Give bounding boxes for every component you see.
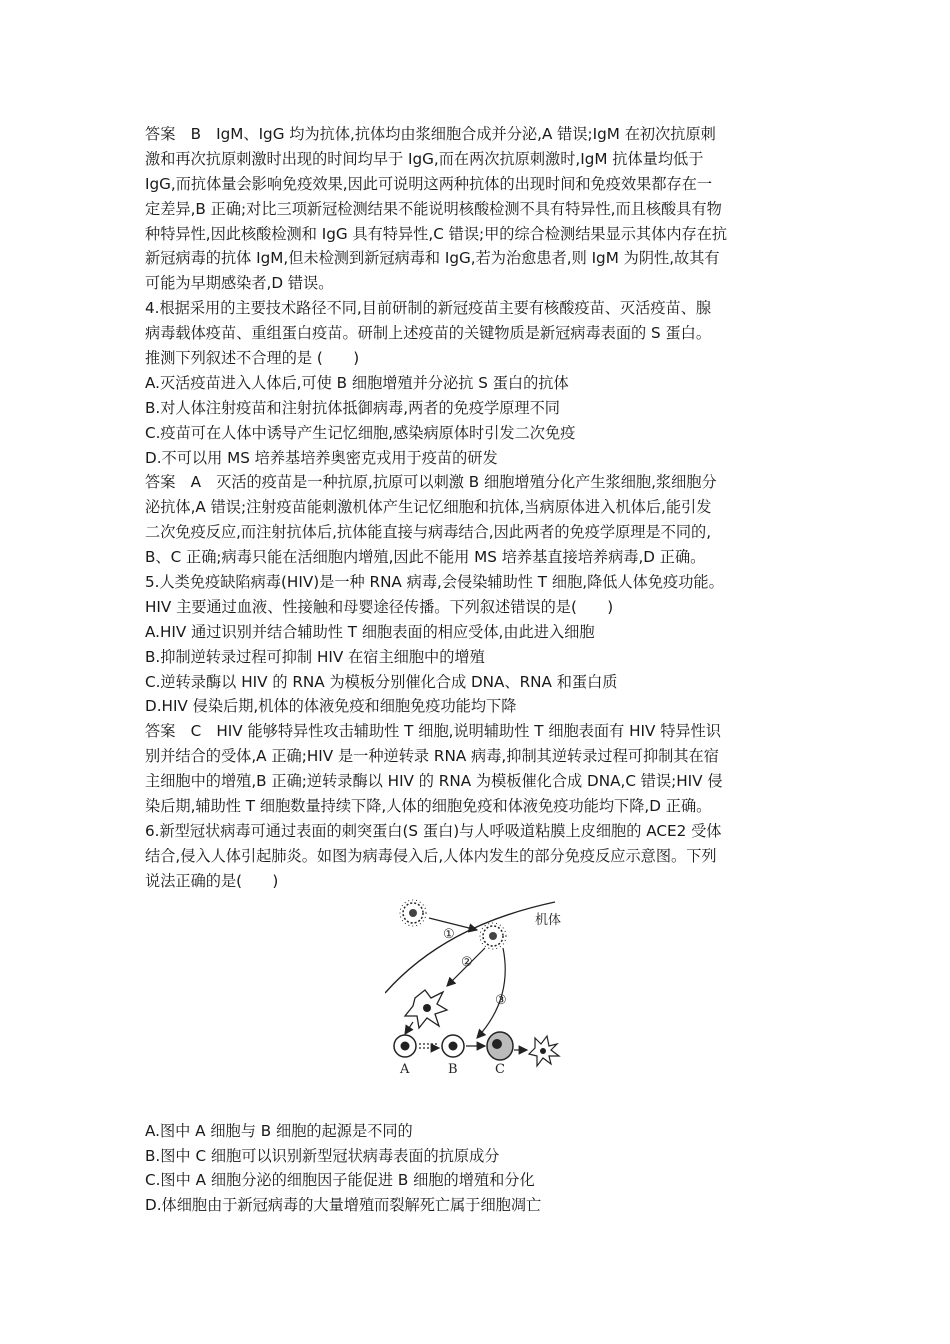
q5-answer-line: 染后期,辅助性 T 细胞数量持续下降,人体的细胞免疫和体液免疫功能均下降,D 正确。 — [145, 797, 712, 816]
virus-icon — [400, 900, 426, 926]
q6-stem-line: 6.新型冠状病毒可通过表面的刺突蛋白(S 蛋白)与人呼吸道粘膜上皮细胞的 ACE2 受体 — [145, 821, 722, 840]
q4-option-b: B.对人体注射疫苗和注射抗体抵御病毒,两者的免疫学原理不同 — [145, 398, 560, 417]
q5-option-d: D.HIV 侵染后期,机体的体液免疫和细胞免疫功能均下降 — [145, 697, 517, 716]
cell-a-icon — [394, 1035, 416, 1057]
q3-answer-line: 种特异性,因此核酸检测和 IgG 具有特异性,C 错误;甲的综合检测结果显示其体内存在抗 — [145, 224, 728, 243]
step-1-label: ① — [443, 926, 455, 942]
q5-stem-line: HIV 主要通过血液、性接触和母婴途径传播。下列叙述错误的是( ) — [145, 597, 614, 616]
q4-stem-line: 推测下列叙述不合理的是 ( ) — [145, 349, 360, 368]
q6-option-c: C.图中 A 细胞分泌的细胞因子能促进 B 细胞的增殖和分化 — [145, 1171, 535, 1190]
q5-option-b: B.抑制逆转录过程可抑制 HIV 在宿主细胞中的增殖 — [145, 647, 485, 666]
antigen-presenting-cell-icon — [405, 990, 447, 1028]
q3-answer-line: 答案 B IgM、IgG 均为抗体,抗体均由浆细胞合成并分泌,A 错误;IgM 在初次抗原刺 — [145, 125, 716, 143]
lysed-cell-icon — [529, 1036, 559, 1066]
q3-answer-line: 激和再次抗原刺激时出现的时间均早于 IgG,而在两次抗原刺激时,IgM 抗体量均低于 — [145, 149, 704, 168]
cell-a-label: A — [400, 1061, 410, 1076]
cell-c-icon — [487, 1032, 513, 1060]
q6-option-d: D.体细胞由于新冠病毒的大量增殖而裂解死亡属于细胞凋亡 — [145, 1196, 542, 1215]
immune-diagram — [385, 898, 585, 1076]
question-4 — [145, 296, 810, 570]
q5-option-c: C.逆转录酶以 HIV 的 RNA 为模板分别催化合成 DNA、RNA 和蛋白质 — [145, 672, 618, 691]
q6-option-b: B.图中 C 细胞可以识别新型冠状病毒表面的抗原成分 — [145, 1146, 500, 1165]
q5-stem-line: 5.人类免疫缺陷病毒(HIV)是一种 RNA 病毒,会侵染辅助性 T 细胞,降低人体免疫功能。 — [145, 573, 724, 592]
q4-answer-line: 二次免疫反应,而注射抗体后,抗体能直接与病毒结合,因此两者的免疫学原理是不同的, — [145, 523, 712, 542]
q5-option-a: A.HIV 通过识别并结合辅助性 T 细胞表面的相应受体,由此进入细胞 — [145, 622, 595, 641]
q6-stem-line: 结合,侵入人体引起肺炎。如图为病毒侵入后,人体内发生的部分免疫反应示意图。下列 — [145, 846, 717, 865]
q4-answer-line: B、C 正确;病毒只能在活细胞内增殖,因此不能用 MS 培养基直接培养病毒,D 正确。 — [145, 548, 706, 567]
q4-option-d: D.不可以用 MS 培养基培养奥密克戎用于疫苗的研发 — [145, 448, 498, 467]
q3-answer-line: 新冠病毒的抗体 IgM,但未检测到新冠病毒和 IgG,若为治愈患者,则 IgM 为阴性,故其有 — [145, 249, 720, 268]
q5-answer-line: 主细胞中的增殖,B 正确;逆转录酶以 HIV 的 RNA 为模板催化合成 DNA,C 错误;HIV 侵 — [145, 772, 723, 791]
q3-answer-line: 可能为早期感染者,D 错误。 — [145, 274, 334, 293]
cell-b-icon — [442, 1035, 464, 1057]
q3-answer-line: 定差异,B 正确;对比三项新冠检测结果不能说明核酸检测不具有特异性,而且核酸具有物 — [145, 199, 722, 218]
q4-option-a: A.灭活疫苗进入人体后,可使 B 细胞增殖并分泌抗 S 蛋白的抗体 — [145, 373, 569, 392]
q5-answer-line: 答案 C HIV 能够特异性攻击辅助性 T 细胞,说明辅助性 T 细胞表面有 HIV 特异性识 — [145, 722, 721, 741]
immune-response-figure — [145, 894, 810, 1119]
q4-stem-line: 病毒载体疫苗、重组蛋白疫苗。研制上述疫苗的关键物质是新冠病毒表面的 S 蛋白。 — [145, 324, 712, 343]
body-label: 机体 — [535, 912, 562, 928]
virus-in-body-icon — [480, 923, 506, 949]
q3-answer-line: IgG,而抗体量会影响免疫效果,因此可说明这两种抗体的出现时间和免疫效果都存在一 — [145, 174, 713, 193]
q3-answer — [145, 122, 810, 296]
step-2-label: ② — [461, 954, 473, 970]
question-5 — [145, 570, 810, 819]
q4-answer-line: 答案 A 灭活的疫苗是一种抗原,抗原可以刺激 B 细胞增殖分化产生浆细胞,浆细胞分 — [145, 473, 717, 492]
q5-answer-line: 别并结合的受体,A 正确;HIV 是一种逆转录 RNA 病毒,抑制其逆转录过程可抑制其在宿 — [145, 747, 719, 766]
question-6 — [145, 819, 810, 1218]
cell-b-label: B — [448, 1061, 458, 1076]
q4-stem-line: 4.根据采用的主要技术路径不同,目前研制的新冠疫苗主要有核酸疫苗、灭活疫苗、腺 — [145, 299, 712, 318]
cell-c-label: C — [495, 1061, 505, 1076]
document-page — [145, 122, 810, 1218]
q4-answer-line: 泌抗体,A 错误;注射疫苗能刺激机体产生记忆细胞和抗体,当病原体进入机体后,能引发 — [145, 498, 712, 517]
q6-option-a: A.图中 A 细胞与 B 细胞的起源是不同的 — [145, 1121, 413, 1140]
q4-option-c: C.疫苗可在人体中诱导产生记忆细胞,感染病原体时引发二次免疫 — [145, 423, 576, 442]
step-3-label: ③ — [495, 992, 507, 1008]
q6-stem-line: 说法正确的是( ) — [145, 871, 279, 890]
